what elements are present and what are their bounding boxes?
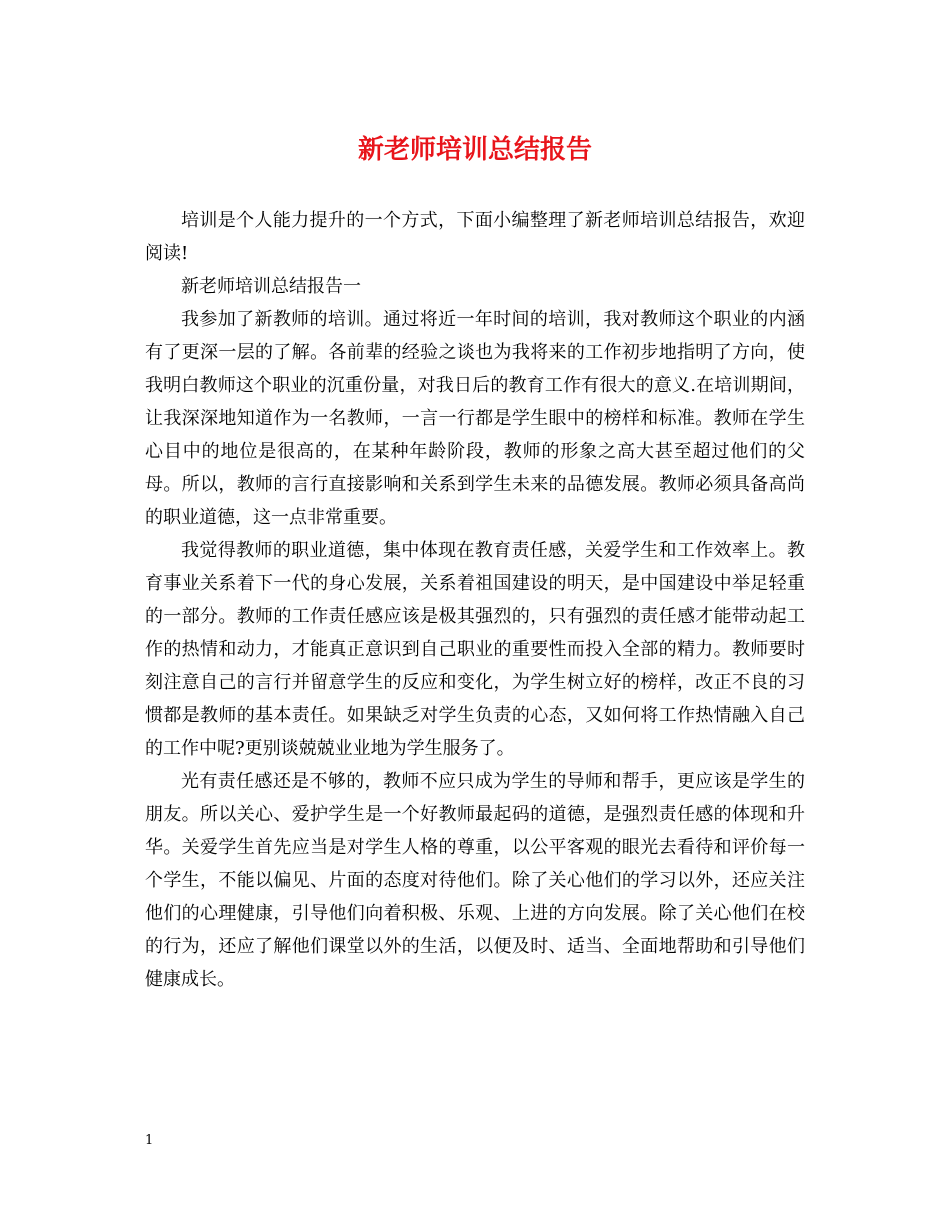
- document-body: [145, 204, 805, 996]
- body-paragraph: 我觉得教师的职业道德，集中体现在教育责任感，关爱学生和工作效率上。教育事业关系着下一代的身心发展，关系着祖国建设的明天，是中国建设中举足轻重的一部分。教师的工作责任感应该是极其强烈的，只有强烈的责任感才能带动起工作的热情和动力，才能真正意识到自己职业的重要性而投入全部的精力。教师要时刻注意自己的言行并留意学生的反应和变化，为学生树立好的榜样，改正不良的习惯都是教师的基本责任。如果缺乏对学生负责的心态，又如何将工作热情融入自己的工作中呢?更别谈兢兢业业地为学生服务了。: [145, 540, 805, 759]
- body-paragraph: 我参加了新教师的培训。通过将近一年时间的培训，我对教师这个职业的内涵有了更深一层的了解。各前辈的经验之谈也为我将来的工作初步地指明了方向，使我明白教师这个职业的沉重份量，对我日后的教育工作有很大的意义.在培训期间，让我深深地知道作为一名教师，一言一行都是学生眼中的榜样和标准。教师在学生心目中的地位是很高的，在某种年龄阶段，教师的形象之高大甚至超过他们的父母。所以，教师的言行直接影响和关系到学生未来的品德发展。教师必须具备高尚的职业道德，这一点非常重要。: [145, 309, 805, 528]
- page-number: 1: [145, 1133, 154, 1148]
- section-heading: 新老师培训总结报告一: [181, 276, 361, 297]
- document-title: 新老师培训总结报告: [357, 135, 592, 165]
- body-paragraph: 光有责任感还是不够的，教师不应只成为学生的导师和帮手，更应该是学生的朋友。所以关心、爱护学生是一个好教师最起码的道德，是强烈责任感的体现和升华。关爱学生首先应当是对学生人格的尊重，以公平客观的眼光去看待和评价每一个学生，不能以偏见、片面的态度对待他们。除了关心他们的学习以外，还应关注他们的心理健康，引导他们向着积极、乐观、上进的方向发展。除了关心他们在校的行为，还应了解他们课堂以外的生活，以便及时、适当、全面地帮助和引导他们健康成长。: [145, 771, 805, 990]
- intro-paragraph: 培训是个人能力提升的一个方式，下面小编整理了新老师培训总结报告，欢迎阅读!: [145, 210, 805, 264]
